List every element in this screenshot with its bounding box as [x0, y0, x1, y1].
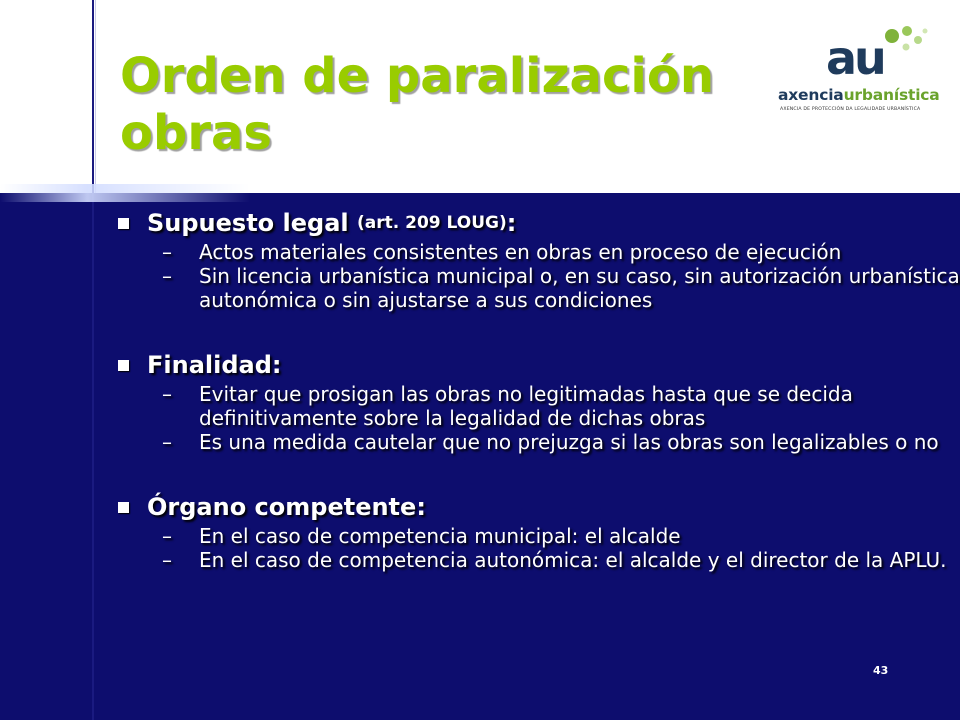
heading-colon: : — [416, 493, 426, 521]
list-item — [162, 548, 960, 572]
section-finalidad — [118, 348, 960, 454]
list-item — [162, 264, 960, 312]
heading-text: Finalidad — [147, 351, 272, 379]
dash-bullet: – — [162, 548, 172, 572]
list-item — [162, 430, 960, 454]
dash-bullet: – — [162, 382, 172, 406]
section-heading — [118, 490, 960, 524]
slide-title — [120, 48, 780, 162]
square-bullet-icon — [118, 360, 129, 371]
list-item-text: En el caso de competencia autonómica: el alcalde y el director de la APLU. — [199, 548, 947, 572]
left-vertical-rule — [92, 0, 94, 720]
square-bullet-icon — [118, 502, 129, 513]
list-item-text: Es una medida cautelar que no prejuzga si las obras son legalizables o no — [199, 430, 939, 454]
slide-number: 43 — [873, 664, 889, 677]
square-bullet-icon — [118, 218, 129, 229]
section-organo-competente — [118, 490, 960, 572]
list-item — [162, 524, 960, 548]
logo-word-axencia: axencia — [778, 86, 844, 104]
slide-body — [118, 206, 960, 572]
section-heading — [118, 206, 960, 240]
list-item-text: Actos materiales consistentes en obras en proceso de ejecución — [199, 240, 842, 264]
list-item-text: Evitar que prosigan las obras no legitimadas hasta que se decida definitivamente sobre la legalidad de dichas obras — [199, 382, 853, 430]
logo-subtitle: AXENCIA DE PROTECCIÓN DA LEGALIDADE URBANÍSTICA — [780, 107, 921, 112]
heading-text: Órgano competente — [147, 493, 417, 521]
heading-colon: : — [271, 351, 282, 379]
logo-word-urbanistica: urbanística — [843, 86, 940, 104]
heading-reference: (art. 209 LOUG) — [356, 213, 507, 233]
list-item — [162, 382, 960, 430]
heading-text: Supuesto legal — [147, 209, 357, 237]
list-item — [162, 240, 960, 264]
slide-title-line2: obras — [120, 105, 272, 161]
decorative-glow-line — [0, 184, 250, 202]
section-heading — [118, 348, 960, 382]
list-item-text: En el caso de competencia municipal: el alcalde — [199, 524, 681, 548]
dash-bullet: – — [162, 240, 172, 264]
logo-wordmark — [778, 86, 940, 104]
section-supuesto-legal — [118, 206, 960, 312]
axencia-urbanistica-logo — [778, 22, 958, 122]
dash-bullet: – — [162, 264, 172, 288]
au-logo-mark-icon — [824, 22, 934, 86]
slide-title-line1: Orden de paralización — [120, 48, 714, 104]
dash-bullet: – — [162, 430, 172, 454]
heading-colon: : — [506, 209, 517, 237]
logo-mark-text: au — [826, 31, 884, 85]
left-vertical-rule-light — [95, 0, 96, 193]
dash-bullet: – — [162, 524, 172, 548]
list-item-text: Sin licencia urbanística municipal o, en su caso, sin autorización urbanística autonómica o sin ajustarse a sus condiciones — [199, 264, 960, 312]
